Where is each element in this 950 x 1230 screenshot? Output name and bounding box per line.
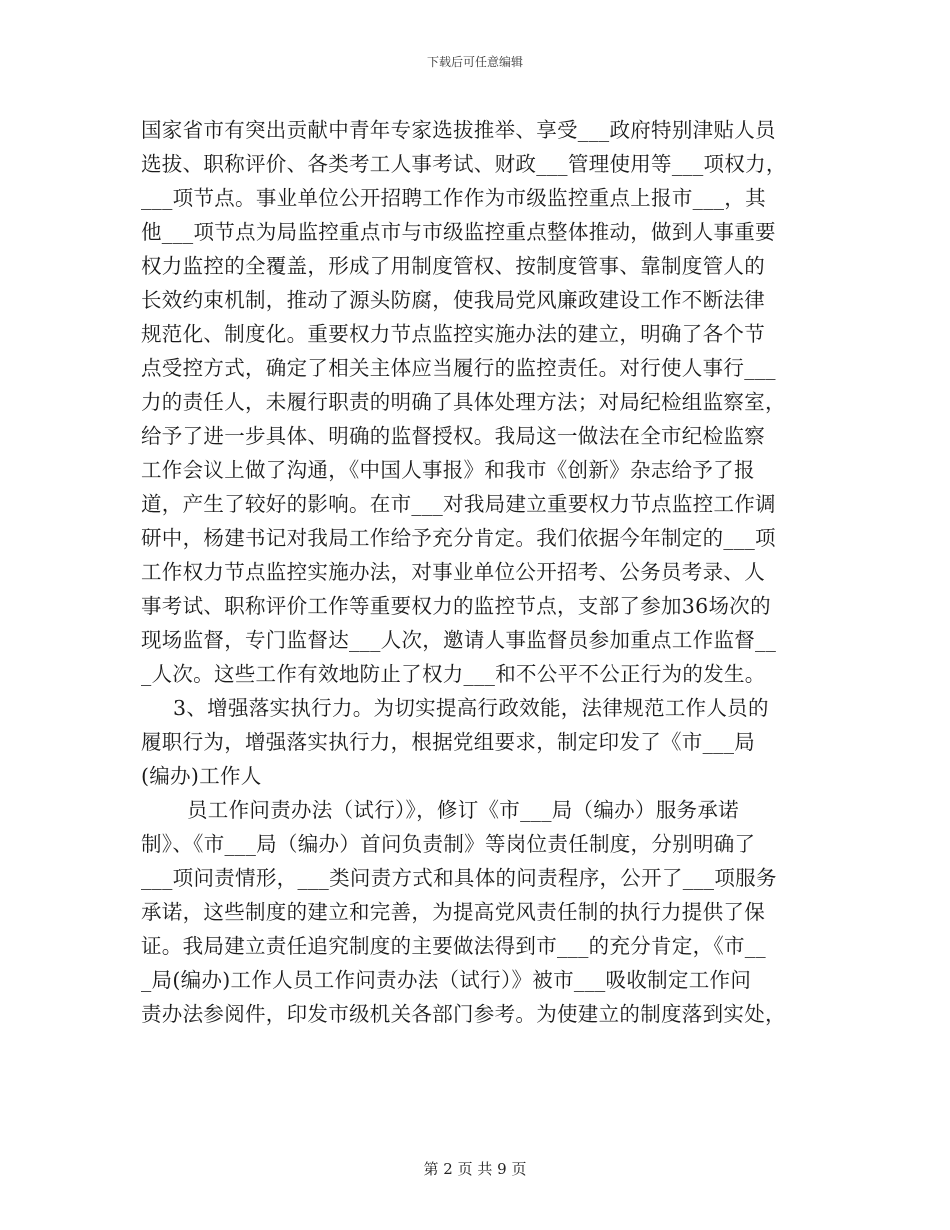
text-line: 规范化、制度化。重要权力节点监控实施办法的建立，明确了各个节	[141, 322, 765, 346]
text-line: 道，产生了较好的影响。在市___对我局建立重要权力节点监控工作调	[141, 492, 776, 516]
text-line: 工作会议上做了沟通，《中国人事报》和我市《创新》杂志给予了报	[141, 458, 755, 482]
text-line: 责办法参阅件，印发市级机关各部门参考。为使建立的制度落到实处，	[141, 1002, 786, 1026]
text-line: 承诺，这些制度的建立和完善，为提高党风责任制的执行力提供了保	[141, 900, 765, 924]
text-line: 研中，杨建书记对我局工作给予充分肯定。我们依据今年制定的___项	[141, 526, 776, 550]
text-line: _人次。这些工作有效地防止了权力___和不公平不公正行为的发生。	[141, 662, 766, 686]
text-line: 长效约束机制，推动了源头防腐，使我局党风廉政建设工作不断法律	[141, 288, 765, 312]
text-line: 履职行为，增强落实执行力，根据党组要求，制定印发了《市___局	[141, 730, 756, 754]
text-line: 证。我局建立责任追究制度的主要做法得到市___的充分肯定，《市__	[141, 934, 766, 958]
paragraph-start-line: 员工作问责办法（试行）》，修订《市___局（编办）服务承诺	[187, 798, 739, 822]
page-number-footer: 第 2 页 共 9 页	[423, 1160, 527, 1178]
text-line: 事考试、职称评价工作等重要权力的监控节点，支部了参加36场次的	[141, 594, 771, 618]
text-line: 给予了进一步具体、明确的监督授权。我局这一做法在全市纪检监察	[141, 424, 765, 448]
text-line: 选拔、职称评价、各类考工人事考试、财政___管理使用等___项权力，	[141, 152, 787, 176]
page-header: 下载后可任意编辑	[426, 55, 523, 69]
document-body	[141, 113, 813, 1031]
text-line: ___项节点。事业单位公开招聘工作作为市级监控重点上报市___，其	[141, 186, 766, 210]
text-line: 他___项节点为局监控重点市与市级监控重点整体推动，做到人事重要	[141, 220, 776, 244]
text-line: 现场监督，专门监督达___人次，邀请人事监督员参加重点工作监督__	[141, 628, 777, 652]
text-line: 工作权力节点监控实施办法，对事业单位公开招考、公务员考录、人	[141, 560, 765, 584]
text-line: 力的责任人，未履行职责的明确了具体处理方法；对局纪检组监察室，	[141, 390, 786, 414]
text-line: 点受控方式，确定了相关主体应当履行的监控责任。对行使人事行___	[141, 356, 776, 380]
text-line: _局(编办)工作人员工作问责办法（试行）》被市___吸收制定工作问	[141, 968, 752, 992]
text-line: 权力监控的全覆盖，形成了用制度管权、按制度管事、靠制度管人的	[141, 254, 765, 278]
text-line: 制》、《市___局（编办）首问负责制》等岗位责任制度，分别明确了	[141, 832, 756, 856]
paragraph-start-line: 3、增强落实执行力。为切实提高行政效能，法律规范工作人员的	[173, 696, 769, 720]
text-line: 国家省市有突出贡献中青年专家选拔推举、享受___政府特别津贴人员	[141, 118, 776, 142]
text-line: ___项问责情形，___类问责方式和具体的问责程序，公开了___项服务	[141, 866, 777, 890]
text-line: (编办)工作人	[141, 764, 262, 788]
